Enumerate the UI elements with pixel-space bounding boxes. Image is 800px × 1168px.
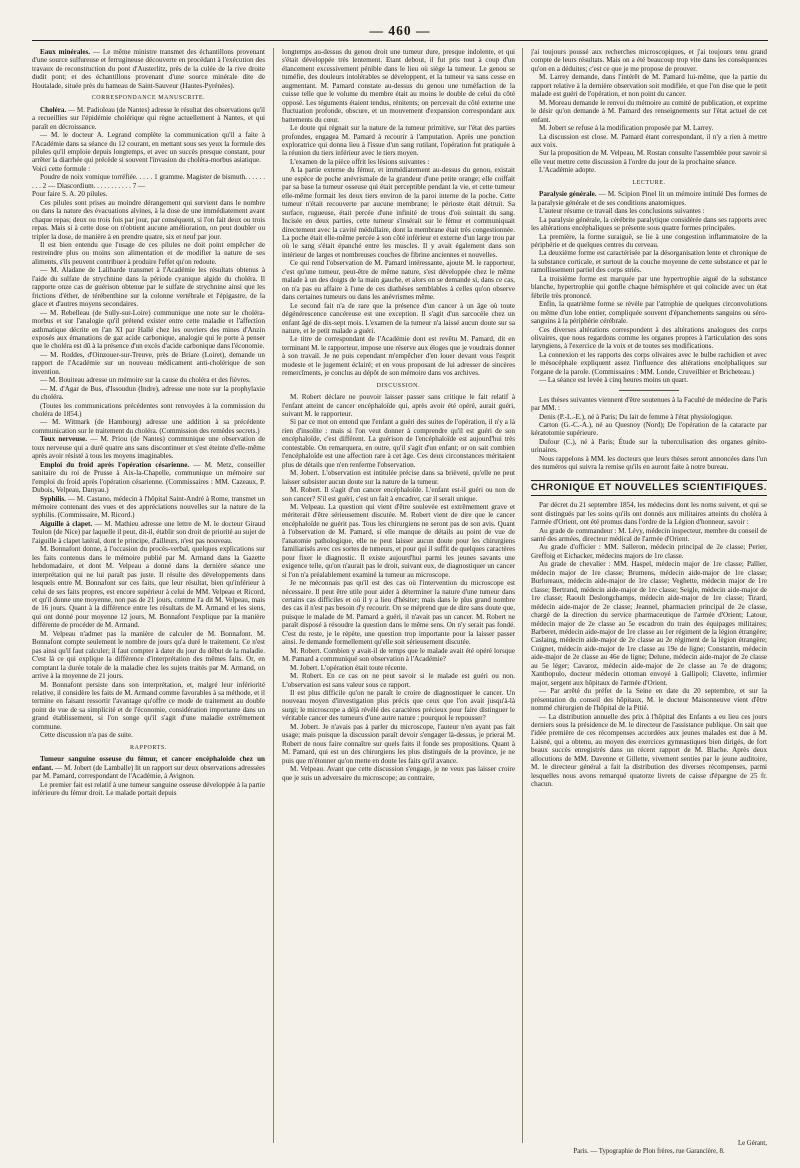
article-paragraph (32, 402, 265, 419)
article-paragraph (531, 275, 767, 300)
column-divider (273, 48, 274, 1143)
section-separator (619, 390, 679, 391)
paragraph-text: Cette discussion n'a pas de suite. (40, 731, 133, 740)
article-paragraph (531, 124, 767, 132)
paragraph-text: M. Moreau demande le renvoi du mémoire au comité de publication, et exprime le désir qu'on demande à M. Pamard des renseignements sur l'état actuel de cet enfant. (531, 98, 767, 124)
article-paragraph (531, 166, 767, 174)
paragraph-text: (Toutes les communications précédentes sont renvoyées à la commission du choléra de 1854.) (32, 401, 265, 419)
article-paragraph (282, 158, 515, 166)
paragraph-text: — M. Witmark (de Hambourg) adresse une addition à sa précédente communication sur le traitement du choléra. (Commission des remèdes secrets.) (32, 418, 265, 435)
article-paragraph (531, 351, 767, 376)
paragraph-text: — M. Mathieu adresse une lettre de M. le docteur Giraud Teulon (de Nice) par laquelle il peut, dit-il, établir son droit de priorité au sujet de l'aiguille à clapet latéral, dont le principe, d'ailleurs, n'est pas nouveau. (32, 519, 265, 545)
article-paragraph (32, 461, 265, 495)
article-paragraph (32, 385, 265, 402)
paragraph-text: Sur la proposition de M. Velpeau, M. Rostan consulte l'assemblée pour savoir si elle veut mettre cette discussion à l'ordre du jour de la prochaine séance. (531, 149, 767, 166)
paragraph-text: Le second fait n'a de rare que la présence d'un cancer à un âge où toute dégénérescence cancéreuse est une exception. Il s'agit d'un sarcocèle chez un enfant âgé de dix-sept mois. L'examen de la tumeur n'a laissé aucun doute sur sa nature, et le petit malade a guéri. (282, 301, 515, 335)
paragraph-lead: Toux nerveuse. (40, 435, 87, 444)
paragraph-text: A la partie externe du fémur, et immédiatement au-dessus du genou, existait une espèce de poche anévrismale de la grandeur d'une petite orange; elle coiffait par sa base la tumeur osseuse qui était perceptible pendant la vie, et cette tumeur elle-même formait les deux tiers environ de la paroi interne de la poche. Cette tumeur n'était recouverte par aucune membrane; le périoste était détruit. Sa surface, rugueuse, était percée d'une infinité de trous d'où suintait du sang. Incisée en deux parties, cette tumeur s'insérait sur le fémur et communiquait directement avec la cavité médullaire, dont la membrane était très congestionnée. La poche était elle-même percée à son côté inférieur et externe d'un large trou par où le sang s'était épanché entre les muscles. Il y avait également dans son intérieur de larges et nombreuses couches de fibrine anciennes et nouvelles. (282, 166, 515, 259)
paragraph-text: Je ne méconnais pas qu'il est des cas où l'intervention du microscope est nécessaire. Il peut être utile pour aider à déterminer la nature d'une tumeur dans certains cas difficiles et où il y a lieu d'hésiter; mais dans le plus grand nombre des cas il n'est pas besoin d'y recourir. On se méprend que de dire sans doute que, puisque le malade de M. Pamard a guéri, il n'avait pas un cancer. M. Robert ne paraît disposé à résoudre la question dans le même sens. On n'y serait pas fondé. C'est du reste, je le répète, une question trop importante pour la laisser passer ainsi. Je demande formellement qu'elle soit sérieusement discutée. (282, 579, 515, 647)
paragraph-text: j'ai toujours poussé aux recherches microscopiques, et j'ai toujours tenu grand compte de leurs résultats. Mais on a été beaucoup trop vite dans les conséquences qu'on en a déduites; c'est ce que je me propose de prouver. (531, 48, 767, 73)
paragraph-text: M. Robert. Il s'agit d'un cancer encéphaloïde. L'enfant est-il guéri ou non de son cancer? S'il est guéri, c'est un fait à encadrer, car il serait unique. (282, 486, 515, 503)
article-paragraph (32, 165, 265, 173)
article-paragraph (531, 190, 767, 207)
column-divider (522, 48, 523, 1143)
article-paragraph (531, 455, 767, 472)
paragraph-text: L'examen de la pièce offrit les lésions suivantes : (290, 157, 430, 166)
paragraph-lead: Tumeur sanguine osseuse du fémur, et cancer encéphaloïde chez un enfant. (32, 755, 265, 772)
paragraph-text: — Par arrêté du préfet de la Seine en date du 20 septembre, et sur la présentation du conseil des hôpitaux, M. le docteur Maisonneuve vient d'être nommé chirurgien de l'hôpital de la Pitié. (531, 687, 767, 713)
article-paragraph (32, 190, 265, 198)
article-paragraph (32, 131, 265, 165)
gerant-signature: Le Gérant, (737, 1140, 767, 1147)
paragraph-text: M. Velpeau n'admet pas la manière de calculer de M. Bonnafont. M. Bonnafont compte seulement le nombre de jours qu'a duré le traitement. Ce n'est pas ainsi qu'il faut calculer; il faut compter à dater du jour du début de la maladie. C'est là ce qui explique la différence d'interprétation des mêmes faits. Or, en comptant la durée totale de la maladie chez les sujets traités par M. Armand, on arrive à la moyenne de 21 jours. (32, 629, 265, 681)
article-paragraph (531, 421, 767, 438)
article-paragraph (32, 173, 265, 190)
article-paragraph (282, 486, 515, 503)
article-paragraph (531, 133, 767, 150)
paragraph-text: Il est plus difficile qu'on ne paraît le croire de diagnostiquer le cancer. Un nouveau moyen d'investigation plus précis que ceux que l'on avait jusqu'à-là surgi; le microscope a déjà révélé des caractères précieux pour faire distinguer le véritable cancer des tumeurs d'une autre nature : pourquoi le repousser? (282, 688, 515, 723)
paragraph-text: Le titre de correspondant de l'Académie dont est revêtu M. Pamard, dit en terminant M. le rapporteur, impose une réserve aux éloges que je voudrais donner à son travail. Je ne puis cependant m'empêcher d'en louer devant vous l'esprit modeste et le jugement éclairé; et en vous proposant de lui adresser de sincères remercîments, je conclus au dépôt de son mémoire dans vos archives. (282, 335, 515, 378)
paragraph-text: M. Bonnafont persiste dans son interprétation, et, malgré leur infériorité relative, il considère les faits de M. Armand comme favorables à sa méthode, et il termine en faisant ressortir l'avantage qu'offre ce mode de traitement au double point de vue de sa simplicité et de l'économie, considération importante dans un grand établissement, si l'on songe qu'il s'agit d'une maladie extrêmement commune. (32, 680, 265, 731)
article-paragraph (282, 579, 515, 647)
paragraph-lead: Emploi du froid après l'opération césarienne. (40, 460, 190, 469)
article-paragraph (531, 207, 767, 215)
article-paragraph (282, 664, 515, 672)
article-paragraph (531, 376, 767, 384)
page-number: — 460 — (366, 23, 435, 38)
paragraph-text: Carton (G.-C.-A.), né au Quesnoy (Nord); De l'opération de la cataracte par kératotomie supérieure. (531, 421, 767, 438)
article-paragraph (531, 300, 767, 325)
paragraph-text: — M. le docteur A. Legrand complète la communication qu'il a faite à l'Académie dans sa séance du 12 courant, en mettant sous ses yeux la formule des pilules qu'il emploie depuis longtemps, et avec un succès presque constant, pour arrêter la diarrhée qui précède si souvent l'invasion du choléra-morbus asiatique. (32, 131, 265, 165)
paragraph-text: Poudre de noix vomique torréfiée. . . . . 1 gramme. Magister de bismuth. . . . . . . . . 2 — Diascordium. . . . . . . . . . . 7 — (32, 173, 265, 190)
paragraph-text: — M. Metz, conseiller sanitaire du roi de Prusse à Aix-la-Chapelle, communique un mémoire sur l'emploi du froid après l'opération césarienne. (Commissaires : MM. Cazeaux, P. Dubois, Velpeau, Danyau.) (32, 460, 265, 495)
article-paragraph (531, 249, 767, 274)
article-paragraph (32, 418, 265, 435)
article-paragraph (282, 166, 515, 259)
paragraph-text: La deuxième forme est caractérisée par la désorganisation lente et chronique de la substance corticale, et surtout de la couche moyenne de cette substance et par le ramollissement partiel des corps striés. (531, 249, 767, 275)
article-paragraph (282, 124, 515, 158)
article-paragraph (32, 376, 265, 384)
article-paragraph (531, 216, 767, 233)
article-paragraph (282, 393, 515, 418)
article-paragraph (282, 302, 515, 336)
paragraph-text: M. Jobert. L'observation est intitulée précise dans sa brièveté, qu'elle ne peut laisser subsister aucun doute sur la nature de la tumeur. (282, 469, 515, 486)
paragraph-text: M. Robert. Combien y avait-il de temps que le malade avait été opéré lorsque M. Pamard a communiqué son observation à l'Académie? (282, 646, 515, 664)
paragraph-text: M. Robert. En ce cas on ne peut savoir si le malade est guéri ou non. L'observation est sans valeur sous ce rapport. (282, 672, 515, 689)
paragraph-text: L'auteur résume ce travail dans les conclusions suivantes : (539, 207, 705, 216)
article-paragraph (531, 543, 767, 560)
paragraph-text: — M. Castano, médecin à l'hôpital Saint-André à Rome, transmet un mémoire contenant des vues et des appréciations nouvelles sur la nature de la syphilis. (Commissaire, M. Ricord.) (32, 494, 265, 520)
article-paragraph (531, 687, 767, 712)
column-right (531, 48, 767, 1143)
paragraph-text: — M. Scipion Pinel lit un mémoire intitulé Des formes de la paralysie générale et de ses conditions anatomiques. (531, 190, 767, 207)
paragraph-text: Dufour (C.), né à Paris; Étude sur la tuberculisation des organes génito-urinaires. (531, 437, 767, 455)
article-paragraph (32, 241, 265, 266)
article-paragraph (32, 199, 265, 241)
article-paragraph (531, 396, 767, 413)
paragraph-text: Voici cette formule : (32, 164, 91, 173)
article-paragraph (32, 545, 265, 630)
paragraph-text: — M. Jobert (de Lamballe) lit un rapport sur deux observations adressées par M. Pamard, correspondant de l'Académie, à Avignon. (32, 763, 265, 781)
paragraph-text: longtemps au-dessus du genou droit une tumeur dure, presque indolente, et qui s'était développée très lentement. Etant debout, il fut pris tout à coup d'un élancement excessivement pénible dans le lieu où siège la tumeur. Le genou se tuméfie, des douleurs intolérables se développent, et la tumeur va sans cesse en augmentant. M. Pamard constate au-dessus du genou une tuméfaction de la cuisse telle que le volume du membre était au moins le double de celui du côté opposé. Les téguments étaient tendus, rénitents; on percevait du côté externe une fluctuation profonde, obscure, et un mouvement d'expansion correspondant aux battements du cœur. (282, 48, 515, 124)
paragraph-text: M. Velpeau. La question qui vient d'être soulevée est extrêmement grave et mériterait d'être sérieusement discutée. M. Robert vient de dire que le cancer encéphaloïde ne guérit pas. Tous les chirurgiens ne seront pas de son avis. Quant à l'observation de M. Pamard, si elle manque de détails au point de vue de l'anatomie pathologique, elle ne peut laisser aucun doute pour les chirurgiens familiarisés avec ces sortes de tumeurs, et pour qui il suffit de quelques caractères pour fixer le diagnostic. Il existe aujourd'hui parmi les jeunes savants une exigence telle, qu'on n'aurait pas le droit, suivant eux, de diagnostiquer un cancer si l'on n'a préalablement examiné la tumeur au microscope. (282, 503, 515, 579)
paragraph-text: M. Bonnafont donne, à l'occasion du procès-verbal, quelques explications sur les faits contenus dans le mémoire publié par M. Armand dans la Gazette hebdomadaire, et dont M. Velpeau a donné dans la dernière séance une interprétation qui ne lui paraît pas juste. Il résulte des développements dans lesquels entre M. Bonnafont sur ces faits, que leur résultat, bien qu'inférieur à celui de ses faits propres, est encore supérieur à celui de MM. Velpeau et Ricord, et qu'il donne une moyenne, non pas de 21 jours, comme l'a dit M. Velpeau, mais de 16 jours. Quant à la différence entre les résultats de M. Armand et les siens, qui ont donné pour moyenne 12 jours, M. Bonnafont l'explique par la manière différente de procéder de M. Armand. (32, 545, 265, 630)
paragraph-text: Il est bien entendu que l'usage de ces pilules ne doit point empêcher de restreindre plus ou moins son alimentation et de modifier la nature de ses aliments, s'ils peuvent contribuer à produire l'effet qu'on redoute. (32, 240, 265, 266)
article-paragraph (531, 501, 767, 526)
paragraph-text: Enfin, la quatrième forme se révèle par l'atrophie de quelques circonvolutions ou même d'un lobe entier, compliquée souvent d'épanchements sanguins ou séro-sanguins à la périphérie cérébrale. (531, 300, 767, 326)
article-paragraph (282, 259, 515, 301)
article-paragraph (531, 233, 767, 250)
paragraph-text: Le premier fait est relatif à une tumeur sanguine osseuse développée à la partie inférieure du fémur droit. Le malade portait depuis (32, 780, 265, 797)
article-paragraph (531, 99, 767, 124)
article-paragraph (32, 520, 265, 545)
article-paragraph (32, 681, 265, 732)
article-paragraph (531, 413, 767, 421)
article-paragraph (282, 672, 515, 689)
paragraph-text: La troisième forme est marquée par une hypertrophie aiguë de la substance blanche, hypertrophie qui gonfle chaque hémisphère et qui coïncide avec un état fébrile très prononcé. (531, 274, 767, 300)
paragraph-text: Pour faire S. A. 20 pilules. (32, 190, 108, 199)
article-paragraph (32, 351, 265, 376)
paragraph-lead: Paralysie générale. (539, 190, 597, 199)
paragraph-text: La connexion et les rapports des corps olivaires avec le bulbe rachidien et avec le mésocéphale expliquent assez l'influence des altérations encéphaliques sur l'organe de la parole. (Commissaires : MM. Londe, Cruveilhier et Bricheteau.) (531, 350, 767, 376)
article-paragraph (531, 527, 767, 544)
paragraph-text: Si par ce mot on entend que l'enfant a guéri des suites de l'opération, il n'y a là rien d'insolite : mais si l'on veut donner à comprendre qu'il est guéri de son encéphaloïde, c'est différent. La guérison de l'encéphaloïde est aujourd'hui très contestable. On remarquera, en outre, qu'il s'agit d'un enfant; or on sait combien l'encéphaloïde est une affection rare à cet âge. Ces deux circonstances méritaient plus de détails que n'en renferme l'observation. (282, 418, 515, 469)
paragraph-text: Au grade de commandeur : M. Lévy, médecin inspecteur, membre du conseil de santé des armées, directeur médical de l'armée d'Orient. (531, 526, 767, 544)
article-paragraph (531, 73, 767, 98)
article-paragraph (32, 781, 265, 798)
section-heading: RAPPORTS. (130, 744, 167, 751)
article-paragraph (32, 495, 265, 520)
paragraph-text: — M. Aladane de Lalibarde transmet à l'Académie les résultats obtenus à l'aide du sulfate de strychnine dans la période cyanique algide du choléra. Il rapporte onze cas de guérison obtenue par le sulfate de strychnine ainsi que les frictions d'éther, de térébenthine sur la colonne vertébrale et l'épigastre, de la glace et d'autres moyens secondaires. (32, 266, 265, 309)
page-header (32, 20, 768, 41)
paragraph-text: — M. Roddes, d'Oinzouer-sur-Treuve, près de Briare (Loiret), demande un rapport de l'Académie sur un nouveau médicament anti-cholérique de son invention. (32, 350, 265, 376)
paragraph-text: — M. Rebelleau (de Sully-sur-Loire) communique une note sur le choléra-morbus et sur l'analogie qu'il prétend exister entre cette maladie et l'affection asthmatique décrite en l'an XI par Hallé chez les ouvriers des mines d'Anzin exposés aux émanations de gaz acide carbonique, analogie qui le porte à penser que le choléra est dû à la présence d'un excès d'acide carbonique dans l'économie. (32, 308, 265, 351)
article-paragraph (531, 713, 767, 789)
paragraph-text: Denis (P.-L.-E.), né à Paris; Du lait de femme à l'état physiologique. (539, 412, 733, 421)
column-middle (282, 48, 515, 1143)
paragraph-text: La première, la forme suraiguë, se lie à une congestion inflammatoire de la périphérie et de quelques centres du cerveau. (531, 232, 767, 249)
paragraph-text: — M. Padioleau (de Nantes) adresse le résultat des observations qu'il a recueillies sur l'épidémie cholérique qui règne actuellement à Nantes, et qui paraît en décroissance. (32, 105, 265, 131)
paragraph-text: Ces pilules sont prises au moindre dérangement qui survient dans le nombre ou dans la nature des évacuations alvines, à la dose de une immédiatement avant chaque repas; deux ou trois fois par jour, par conséquent, si l'on fait deux ou trois repas. Mais si à cette dose on n'obtient aucune amélioration, on peut doubler ou tripler la dose, de manière à en prendre quatre, six et neuf par jour. (32, 198, 265, 241)
article-paragraph (32, 266, 265, 308)
article-paragraph (282, 765, 515, 782)
paragraph-text: Les thèses suivantes viennent d'être soutenues à la Faculté de médecine de Paris par MM. : (531, 395, 767, 413)
paragraph-text: — M. Priou (de Nantes) communique une observation de toux nerveuse qui a duré quatre ans sans discontinuer et s'est éteinte d'elle-même après avoir résisté à tous les moyens imaginables. (32, 435, 265, 461)
article-paragraph (531, 326, 767, 351)
paragraph-text: Ces diverses altérations correspondent à des altérations analogues des corps olivaires, que nous regardons comme les organes propres à l'articulation des sons laryngiens, à l'exercice de la voix et de toutes ses modifications. (531, 325, 767, 351)
paragraph-text: — Le même ministre transmet des échantillons provenant d'une source sulfureuse et ferrugineuse découverte en procédant à l'exécution des travaux de reconstruction du pont d'Austerlitz, près de la culée de la rive droite dudit pont; et des échantillons provenant d'une source minérale dite de Houtalade, située près du hameau de Saint-Sauveur (Hautes-Pyrénées). (32, 48, 265, 90)
paragraph-lead: Syphilis. (40, 494, 66, 503)
paragraph-lead: Choléra. (40, 105, 67, 114)
paragraph-text: Par décret du 21 septembre 1854, les médecins dont les noms suivent, et qui se sont distingués par les soins qu'ils ont donnés aux militaires atteints du choléra à l'armée d'Orient, ont été promus dans l'ordre de la Légion d'honneur, savoir : (531, 501, 767, 527)
paragraph-text: — La distribution annuelle des prix à l'hôpital des Enfants a eu lieu ces jours derniers sous la présidence de M. le directeur de l'assistance publique. On sait que l'idée première de ces récompenses accordées aux jeunes malades est due à M. Laisné, qui a obtenu, au moyen des exercices gymnastiques bien dirigés, de fort beaux succès enregistrés dans un récent rapport de M. Blache. Après deux allocutions de MM. Davenne et Gillette, vivement senties par le jeune auditoire, M. le directeur général a fait la distribution des diverses récompenses, parmi lesquelles nous avons remarqué quatorze livrets de caisse d'épargne de 25 fr. chacun. (531, 712, 767, 789)
paragraph-text: Au grade de chevalier : MM. Haspel, médecin major de 1re classe; Pallier, médecin major de 1re classe; Brumens, médecin aide-major de 1re classe; Burlureaux, médecin aide-major de 1re classe; Veghette, médecin major de 1re classe; Bertrand, médecin aide-major de 1re classe; Seigle, médecin aide-major de 1re classe; Raoult Deslongchamps, médecin aide-major de 1re classe; Tirard, médecin aide-major de 2e classe; Jeannel, pharmacien principal de 2e classe, chargé de la direction du service pharmaceutique de l'armée d'Orient; Latour, médecin major de 2e classe au 5e escadron du train des équipages militaires; Barberet, médecin aide-major de 1re classe au 1er régiment de la légion étrangère; Caslaing, médecin aide-major de 2e classe au 2e régiment de la légion étrangère; Cuignet, médecin aide-major de 1re classe au 19e de ligne; Constantin, médecin aide-major de 2e classe au 46e de ligne; Delune, médecin aide-major de 2e classe au 5e léger; Cavaroz, médecin aide-major de 2e classe au 7e de dragons; Xanthopulo, docteur médecin ottoman envoyé à Gallipoli; Clavette, infirmier major, sergent aux hôpitaux de l'armée d'Orient. (531, 560, 767, 687)
article-paragraph (531, 149, 767, 166)
chronique-heading: CHRONIQUE ET NOUVELLES SCIENTIFIQUES. (531, 480, 767, 496)
paragraph-text: M. Jobert. L'opération était toute récente. (290, 663, 408, 672)
paragraph-lead: Aiguille à clapet. (40, 519, 93, 528)
article-paragraph (282, 723, 515, 765)
paragraph-text: — M. d'Agar de Bus, d'Issoudun (Indre), adresse une note sur la prophylaxie du choléra. (32, 384, 265, 402)
article-paragraph (531, 438, 767, 455)
section-heading: CORRESPONDANCE MANUSCRITE. (91, 95, 206, 102)
article-paragraph (282, 503, 515, 579)
article-paragraph (32, 731, 265, 739)
article-paragraph (32, 48, 265, 90)
article-paragraph (282, 48, 515, 124)
paragraph-text: Le doute qui régnait sur la nature de la tumeur primitive, sur l'état des parties profondes, engagea M. Pamard à recourir à l'amputation. Après une ponction exploratrice qui donna lieu à l'issue d'un sang rutilant, l'opération fut pratiquée à la réunion du tiers inférieur avec le tiers moyen. (282, 124, 515, 158)
paragraph-text: M. Robert déclare ne pouvoir laisser passer sans critique le fait relatif à l'enfant atteint de cancer encéphaloïde qui, après avoir été opéré, aurait guéri, suivant M. le rapporteur. (282, 393, 515, 419)
article-paragraph (282, 647, 515, 664)
section-heading: LECTURE. (632, 179, 666, 186)
paragraph-text: La paralysie générale, la cérébrite paralytique considérée dans ses rapports avec les altérations encéphaliques se présente sous quatre formes principales. (531, 215, 767, 233)
article-paragraph (32, 435, 265, 460)
article-paragraph (32, 755, 265, 780)
page-footer (531, 1140, 767, 1156)
article-paragraph (32, 630, 265, 681)
paragraph-text: M. Larrey demande, dans l'intérêt de M. Pamard lui-même, que la partie du rapport relative à la dernière observation soit modifiée, et que l'on dise que le petit malade est guéri de l'opération, et non point du cancer. (531, 73, 767, 99)
article-paragraph (32, 106, 265, 131)
article-paragraph (282, 469, 515, 486)
paragraph-text: M. Velpeau. Avant que cette discussion s'engage, je ne veux pas laisser croire que je suis un adversaire du microscope; au contraire, (282, 765, 515, 782)
article-paragraph (531, 48, 767, 73)
paragraph-text: Au grade d'officier : MM. Salleron, médecin principal de 2e classe; Perier, Greffoig et Eichacker, médecins majors de 1re classe. (531, 543, 767, 560)
section-heading: DISCUSSION. (376, 382, 421, 389)
printer-imprint: Paris. — Typographie de Plon frères, rue Garancière, 8. (573, 1148, 725, 1155)
paragraph-text: M. Jobert se refuse à la modification proposée par M. Larrey. (539, 124, 714, 133)
paragraph-text: M. Jobert. Je n'avais pas à parler du microscope, l'auteur n'en ayant pas fait usage; mais puisque la discussion paraît devoir s'engager là-dessus, je prierai M. Robert de nous faire connaître sur quels faits il fonde ses propositions. Quant à M. Pamard, qui est un des chirurgiens les plus distingués de la province, je ne puis que m'étonner qu'on mette en doute les faits qu'il avance. (282, 722, 515, 765)
article-paragraph (282, 335, 515, 377)
article-paragraph (282, 689, 515, 723)
article-paragraph (32, 309, 265, 351)
paragraph-text: — M. Bouiteau adresse un mémoire sur la cause du choléra et des fièvres. (40, 376, 251, 385)
paragraph-text: — La séance est levée à cinq heures moins un quart. (539, 376, 689, 385)
paragraph-lead: Eaux minérales. (40, 48, 91, 56)
paragraph-text: La discussion est close. M. Pamard étant correspondant, il n'y a rien à mettre aux voix. (531, 132, 767, 149)
paragraph-text: Nous rappelons à MM. les docteurs que leurs thèses seront annoncées dans l'un des numéros qui suivra la remise qu'ils en auront faite à notre bureau. (531, 454, 767, 472)
article-paragraph (282, 418, 515, 469)
column-left (32, 48, 265, 1143)
paragraph-text: L'Académie adopte. (539, 166, 596, 175)
article-paragraph (531, 560, 767, 687)
paragraph-text: Ce qui rend l'observation de M. Pamard intéressante, ajoute M. le rapporteur, c'est qu'une tumeur, peut-être de même nature, s'est développée chez le même malade à un des doigts de la main gauche, et alors on se demande si, dans ce cas, on n'a pas eu affaire à l'une de ces diathèses semblables à celles qu'on observe dans certaines tumeurs ou dans les anévrismes même. (282, 259, 515, 302)
